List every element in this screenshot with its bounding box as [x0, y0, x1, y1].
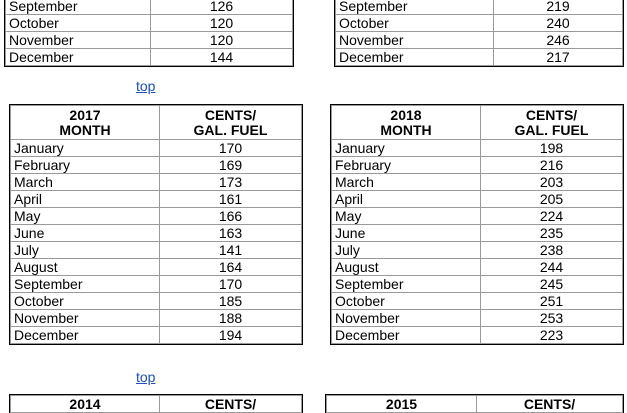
value-cell: 223 [481, 327, 623, 344]
cents-header-line-1: CENTS/ [160, 396, 302, 413]
value-cell: 120 [151, 32, 293, 49]
table-row [6, 0, 293, 15]
table-row [11, 140, 302, 157]
month-cell: February [332, 157, 481, 174]
month-cell: November [336, 32, 494, 49]
month-cell: March [11, 174, 160, 191]
month-cell: January [332, 140, 481, 157]
table-row [332, 242, 623, 259]
value-cell: 238 [481, 242, 623, 259]
table-row [11, 276, 302, 293]
table-row [332, 140, 623, 157]
value-cell: 245 [481, 276, 623, 293]
table-row [332, 310, 623, 327]
table-row [336, 15, 623, 32]
table-row [11, 225, 302, 242]
value-cell: 205 [481, 191, 623, 208]
value-cell: 244 [481, 259, 623, 276]
year-label: 2018 [390, 106, 422, 123]
value-cell: 161 [160, 191, 302, 208]
table-row [332, 259, 623, 276]
table-header-row [11, 106, 302, 140]
month-cell: July [332, 242, 481, 259]
top-link[interactable]: top [136, 78, 156, 94]
year-label: 2015 [327, 396, 477, 413]
month-cell: December [6, 49, 151, 66]
value-cell: 170 [160, 140, 302, 157]
value-cell: 163 [160, 225, 302, 242]
value-cell: 188 [160, 310, 302, 327]
month-cell: June [332, 225, 481, 242]
value-cell: 219 [494, 0, 623, 15]
value-cell: 240 [494, 15, 623, 32]
fuel-table-prev-left [5, 0, 293, 66]
month-header: MONTH [380, 121, 432, 138]
month-cell: May [11, 208, 160, 225]
table-row [11, 208, 302, 225]
month-cell: December [11, 327, 160, 344]
table-header-row [327, 396, 623, 413]
fuel-table-prev-right [335, 0, 623, 66]
table-header-row [332, 106, 623, 140]
value-cell: 166 [160, 208, 302, 225]
fuel-table-2018 [331, 105, 623, 344]
month-cell: November [11, 310, 160, 327]
table-row [336, 0, 623, 15]
month-cell: April [332, 191, 481, 208]
value-cell: 173 [160, 174, 302, 191]
value-cell: 194 [160, 327, 302, 344]
table-header-row [11, 396, 302, 413]
value-cell: 169 [160, 157, 302, 174]
month-cell: October [6, 15, 151, 32]
table-row [6, 32, 293, 49]
table-row [332, 191, 623, 208]
cents-header-line-2: GAL. FUEL [514, 121, 589, 138]
year-label: 2014 [11, 396, 160, 413]
month-cell: October [11, 293, 160, 310]
table-row [332, 276, 623, 293]
value-cell: 141 [160, 242, 302, 259]
fuel-table-2015 [326, 395, 623, 413]
value-cell: 170 [160, 276, 302, 293]
month-cell: June [11, 225, 160, 242]
month-cell: December [336, 49, 494, 66]
value-cell: 198 [481, 140, 623, 157]
table-row [332, 327, 623, 344]
table-row [332, 225, 623, 242]
month-cell: August [332, 259, 481, 276]
month-cell: March [332, 174, 481, 191]
table-row [332, 157, 623, 174]
year-month-header [11, 106, 160, 140]
value-cell: 144 [151, 49, 293, 66]
cents-header-line-1: CENTS/ [525, 106, 578, 123]
month-cell: October [336, 15, 494, 32]
month-cell: September [332, 276, 481, 293]
value-cell: 251 [481, 293, 623, 310]
value-cell: 120 [151, 15, 293, 32]
table-row [11, 242, 302, 259]
cents-header-line-2: GAL. FUEL [193, 121, 268, 138]
fuel-table-2017 [10, 105, 302, 344]
table-row [332, 208, 623, 225]
value-cell: 217 [494, 49, 623, 66]
month-cell: September [11, 276, 160, 293]
table-row [336, 49, 623, 66]
value-cell: 246 [494, 32, 623, 49]
cents-header-line-1: CENTS/ [204, 106, 257, 123]
value-cell: 216 [481, 157, 623, 174]
table-row [336, 32, 623, 49]
value-cell: 203 [481, 174, 623, 191]
table-row [11, 310, 302, 327]
cents-header [160, 106, 302, 140]
month-cell: May [332, 208, 481, 225]
month-cell: July [11, 242, 160, 259]
month-cell: February [11, 157, 160, 174]
table-row [6, 15, 293, 32]
value-cell: 224 [481, 208, 623, 225]
table-row [332, 293, 623, 310]
year-label: 2017 [69, 106, 101, 123]
month-cell: January [11, 140, 160, 157]
value-cell: 185 [160, 293, 302, 310]
month-cell: November [6, 32, 151, 49]
table-row [11, 327, 302, 344]
month-cell: August [11, 259, 160, 276]
year-month-header [332, 106, 481, 140]
month-cell: September [336, 0, 494, 15]
fuel-table-2014 [10, 395, 302, 413]
value-cell: 235 [481, 225, 623, 242]
table-row [11, 191, 302, 208]
value-cell: 126 [151, 0, 293, 15]
month-cell: December [332, 327, 481, 344]
value-cell: 253 [481, 310, 623, 327]
month-header: MONTH [59, 121, 111, 138]
month-cell: April [11, 191, 160, 208]
table-row [6, 49, 293, 66]
table-row [11, 259, 302, 276]
cents-header [481, 106, 623, 140]
month-cell: November [332, 310, 481, 327]
top-link[interactable]: top [136, 369, 156, 385]
month-cell: September [6, 0, 151, 15]
table-row [11, 293, 302, 310]
table-row [332, 174, 623, 191]
cents-header-line-1: CENTS/ [477, 396, 623, 413]
table-row [11, 157, 302, 174]
month-cell: October [332, 293, 481, 310]
value-cell: 164 [160, 259, 302, 276]
table-row [11, 174, 302, 191]
